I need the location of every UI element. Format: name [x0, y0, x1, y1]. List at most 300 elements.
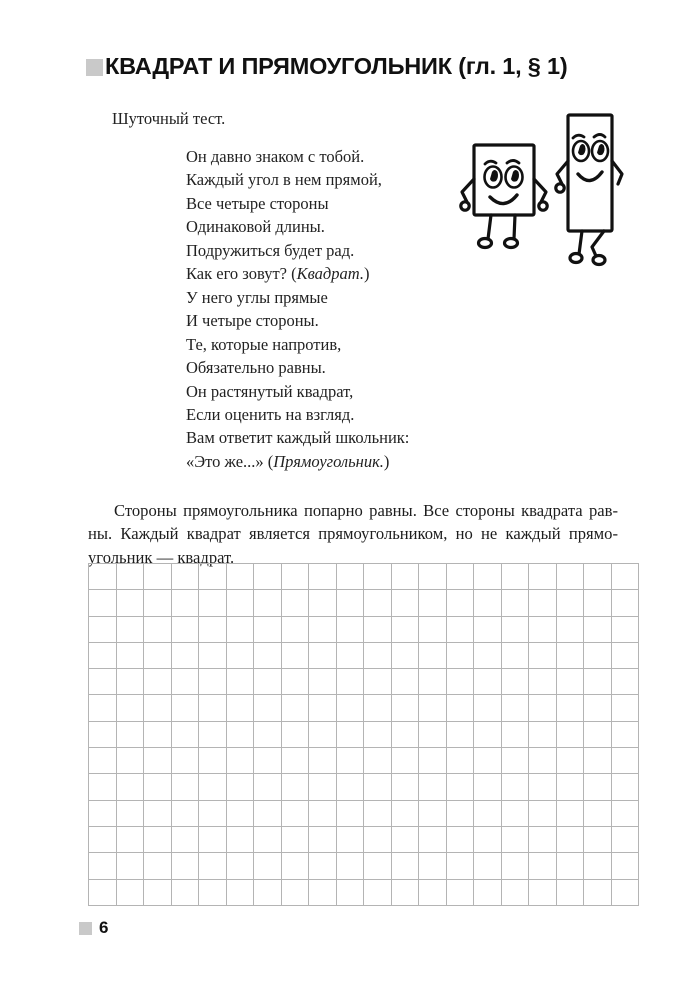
grid-cell[interactable] — [89, 616, 117, 642]
grid-cell[interactable] — [529, 616, 557, 642]
grid-cell[interactable] — [226, 721, 254, 747]
grid-row — [89, 748, 639, 774]
grid-cell[interactable] — [501, 853, 529, 879]
grid-cell[interactable] — [89, 564, 117, 590]
grid-cell[interactable] — [309, 616, 337, 642]
grid-cell[interactable] — [529, 800, 557, 826]
grid-cell[interactable] — [144, 774, 172, 800]
grid-cell[interactable] — [309, 879, 337, 905]
grid-cell[interactable] — [254, 879, 282, 905]
grid-cell[interactable] — [116, 564, 144, 590]
grid-cell[interactable] — [226, 695, 254, 721]
grid-cell[interactable] — [309, 590, 337, 616]
grid-cell[interactable] — [556, 748, 584, 774]
grid-cell[interactable] — [116, 616, 144, 642]
grid-cell[interactable] — [391, 695, 419, 721]
grid-cell[interactable] — [254, 616, 282, 642]
grid-cell[interactable] — [391, 721, 419, 747]
square-bullet-icon — [79, 922, 92, 935]
grid-cell[interactable] — [199, 590, 227, 616]
grid-cell[interactable] — [446, 748, 474, 774]
grid-cell[interactable] — [309, 564, 337, 590]
grid-cell[interactable] — [611, 564, 639, 590]
grid-cell[interactable] — [474, 774, 502, 800]
poem-line-riddle-answer — [186, 262, 382, 285]
grid-cell[interactable] — [419, 826, 447, 852]
grid-cell[interactable] — [281, 616, 309, 642]
grid-cell[interactable] — [116, 800, 144, 826]
grid-cell[interactable] — [364, 590, 392, 616]
grid-cell[interactable] — [474, 695, 502, 721]
grid-cell[interactable] — [556, 774, 584, 800]
grid-cell[interactable] — [171, 748, 199, 774]
grid-cell[interactable] — [474, 826, 502, 852]
grid-cell[interactable] — [116, 879, 144, 905]
grid-body — [89, 564, 639, 906]
grid-cell[interactable] — [281, 800, 309, 826]
grid-cell[interactable] — [336, 853, 364, 879]
grid-cell[interactable] — [419, 774, 447, 800]
grid-cell[interactable] — [171, 669, 199, 695]
grid-cell[interactable] — [199, 616, 227, 642]
grid-cell[interactable] — [116, 853, 144, 879]
grid-cell[interactable] — [529, 853, 557, 879]
grid-cell[interactable] — [336, 879, 364, 905]
grid-cell[interactable] — [529, 721, 557, 747]
grid-cell[interactable] — [584, 669, 612, 695]
grid-cell[interactable] — [556, 800, 584, 826]
poem-line: Одинаковой длины. — [186, 217, 325, 237]
exercise-grid — [88, 563, 639, 906]
grid-cell[interactable] — [364, 721, 392, 747]
grid-cell[interactable] — [419, 748, 447, 774]
grid-cell[interactable] — [199, 721, 227, 747]
grid-cell[interactable] — [364, 800, 392, 826]
grid-cell[interactable] — [364, 748, 392, 774]
grid-cell[interactable] — [529, 879, 557, 905]
grid-row — [89, 879, 639, 905]
grid-cell[interactable] — [529, 642, 557, 668]
grid-cell[interactable] — [171, 774, 199, 800]
grid-cell[interactable] — [309, 853, 337, 879]
grid-row — [89, 616, 639, 642]
poem-line: Обязательно равны. — [186, 358, 326, 378]
grid-cell[interactable] — [199, 774, 227, 800]
grid-cell[interactable] — [364, 695, 392, 721]
grid-cell[interactable] — [144, 642, 172, 668]
grid-cell[interactable] — [89, 826, 117, 852]
grid-cell[interactable] — [254, 853, 282, 879]
grid-cell[interactable] — [446, 642, 474, 668]
grid-cell[interactable] — [226, 879, 254, 905]
grid-cell[interactable] — [584, 879, 612, 905]
grid-cell[interactable] — [226, 590, 254, 616]
grid-cell[interactable] — [89, 853, 117, 879]
grid-cell[interactable] — [611, 826, 639, 852]
grid-cell[interactable] — [336, 669, 364, 695]
cartoon-figures — [452, 104, 624, 276]
grid-cell[interactable] — [309, 669, 337, 695]
grid-cell[interactable] — [89, 774, 117, 800]
grid-cell[interactable] — [446, 669, 474, 695]
grid-cell[interactable] — [199, 826, 227, 852]
grid-cell[interactable] — [116, 721, 144, 747]
grid-cell[interactable] — [254, 695, 282, 721]
grid-cell[interactable] — [501, 590, 529, 616]
poem-line: У него углы прямые — [186, 288, 328, 307]
grid-cell[interactable] — [364, 564, 392, 590]
grid-cell[interactable] — [611, 695, 639, 721]
grid-cell[interactable] — [419, 879, 447, 905]
grid-cell[interactable] — [89, 721, 117, 747]
grid-cell[interactable] — [446, 590, 474, 616]
grid-cell[interactable] — [199, 800, 227, 826]
grid-cell[interactable] — [419, 642, 447, 668]
grid-cell[interactable] — [584, 642, 612, 668]
grid-cell[interactable] — [226, 642, 254, 668]
grid-cell[interactable] — [474, 800, 502, 826]
grid-cell[interactable] — [529, 748, 557, 774]
grid-cell[interactable] — [281, 669, 309, 695]
grid-cell[interactable] — [171, 721, 199, 747]
page-footer — [79, 918, 108, 938]
grid-cell[interactable] — [336, 721, 364, 747]
poem-line-riddle-answer — [186, 450, 409, 473]
grid-cell[interactable] — [144, 616, 172, 642]
page-number: 6 — [99, 918, 109, 937]
grid-cell[interactable] — [501, 564, 529, 590]
grid-cell[interactable] — [391, 853, 419, 879]
grid-cell[interactable] — [116, 642, 144, 668]
grid-cell[interactable] — [144, 853, 172, 879]
grid-cell[interactable] — [226, 748, 254, 774]
grid-cell[interactable] — [281, 590, 309, 616]
grid-cell[interactable] — [116, 590, 144, 616]
grid-cell[interactable] — [116, 774, 144, 800]
grid-cell[interactable] — [254, 564, 282, 590]
grid-cell[interactable] — [501, 826, 529, 852]
grid-cell[interactable] — [501, 879, 529, 905]
grid-cell[interactable] — [584, 774, 612, 800]
grid-cell[interactable] — [419, 616, 447, 642]
grid-cell[interactable] — [254, 590, 282, 616]
grid-cell[interactable] — [419, 564, 447, 590]
grid-cell[interactable] — [391, 564, 419, 590]
grid-cell[interactable] — [529, 695, 557, 721]
poem-line: Каждый угол в нем прямой, — [186, 170, 382, 190]
grid-cell[interactable] — [336, 695, 364, 721]
grid-row — [89, 774, 639, 800]
grid-cell[interactable] — [171, 879, 199, 905]
grid-cell[interactable] — [474, 669, 502, 695]
grid-cell[interactable] — [336, 826, 364, 852]
grid-cell[interactable] — [611, 748, 639, 774]
grid-cell[interactable] — [226, 853, 254, 879]
grid-cell[interactable] — [391, 826, 419, 852]
grid-cell[interactable] — [474, 642, 502, 668]
riddle-question: «Это же...» ( — [186, 451, 274, 471]
grid-cell[interactable] — [171, 590, 199, 616]
grid-cell[interactable] — [336, 642, 364, 668]
grid-cell[interactable] — [254, 774, 282, 800]
poem-line: Если оценить на взгляд. — [186, 405, 355, 425]
grid-cell[interactable] — [391, 590, 419, 616]
grid-cell[interactable] — [364, 616, 392, 642]
grid-cell[interactable] — [584, 616, 612, 642]
grid-cell[interactable] — [144, 695, 172, 721]
riddle-answer: Прямоугольник. — [273, 451, 384, 471]
grid-cell[interactable] — [501, 748, 529, 774]
poem-line: Те, которые напротив, — [186, 334, 342, 354]
grid-cell[interactable] — [89, 748, 117, 774]
grid-cell[interactable] — [89, 590, 117, 616]
grid-cell[interactable] — [281, 695, 309, 721]
grid-cell[interactable] — [116, 695, 144, 721]
grid-cell[interactable] — [474, 853, 502, 879]
grid-cell[interactable] — [144, 879, 172, 905]
grid-cell[interactable] — [529, 590, 557, 616]
grid-cell[interactable] — [199, 879, 227, 905]
grid-cell[interactable] — [474, 616, 502, 642]
grid-cell[interactable] — [254, 800, 282, 826]
grid-cell[interactable] — [281, 564, 309, 590]
grid-row — [89, 669, 639, 695]
grid-cell[interactable] — [501, 642, 529, 668]
grid-cell[interactable] — [281, 748, 309, 774]
grid-cell[interactable] — [501, 695, 529, 721]
grid-cell[interactable] — [336, 564, 364, 590]
grid-cell[interactable] — [391, 669, 419, 695]
grid-cell[interactable] — [89, 669, 117, 695]
grid-cell[interactable] — [89, 642, 117, 668]
grid-cell[interactable] — [556, 853, 584, 879]
grid-cell[interactable] — [556, 616, 584, 642]
grid-cell[interactable] — [584, 748, 612, 774]
grid-cell[interactable] — [144, 564, 172, 590]
grid-cell[interactable] — [529, 774, 557, 800]
grid-cell[interactable] — [116, 669, 144, 695]
grid-cell[interactable] — [309, 748, 337, 774]
grid-cell[interactable] — [446, 721, 474, 747]
grid-cell[interactable] — [556, 669, 584, 695]
grid-cell[interactable] — [501, 669, 529, 695]
grid-cell[interactable] — [501, 616, 529, 642]
grid-cell[interactable] — [281, 721, 309, 747]
grid-table — [88, 563, 639, 906]
grid-cell[interactable] — [254, 721, 282, 747]
grid-cell[interactable] — [611, 879, 639, 905]
grid-cell[interactable] — [474, 879, 502, 905]
grid-cell[interactable] — [474, 590, 502, 616]
grid-cell[interactable] — [529, 826, 557, 852]
grid-cell[interactable] — [144, 748, 172, 774]
grid-cell[interactable] — [611, 853, 639, 879]
grid-cell[interactable] — [199, 564, 227, 590]
grid-cell[interactable] — [364, 669, 392, 695]
grid-cell[interactable] — [611, 642, 639, 668]
square-bullet-icon — [86, 59, 103, 76]
grid-cell[interactable] — [584, 721, 612, 747]
grid-cell[interactable] — [611, 774, 639, 800]
page-title-label: КВАДРАТ И ПРЯМОУГОЛЬНИК (гл. 1, § 1) — [105, 53, 568, 79]
grid-row — [89, 853, 639, 879]
grid-cell[interactable] — [254, 748, 282, 774]
grid-cell[interactable] — [171, 826, 199, 852]
grid-cell[interactable] — [281, 826, 309, 852]
grid-cell[interactable] — [89, 800, 117, 826]
grid-cell[interactable] — [226, 564, 254, 590]
grid-cell[interactable] — [336, 590, 364, 616]
grid-cell[interactable] — [364, 826, 392, 852]
grid-cell[interactable] — [501, 721, 529, 747]
grid-cell[interactable] — [199, 853, 227, 879]
grid-cell[interactable] — [364, 853, 392, 879]
grid-cell[interactable] — [254, 826, 282, 852]
grid-cell[interactable] — [419, 590, 447, 616]
grid-cell[interactable] — [171, 616, 199, 642]
poem-line: И четыре стороны. — [186, 311, 319, 331]
square-cartoon-character — [461, 145, 547, 248]
grid-row — [89, 695, 639, 721]
riddle-close-paren: ) — [383, 451, 390, 471]
grid-cell[interactable] — [446, 879, 474, 905]
grid-cell[interactable] — [226, 616, 254, 642]
grid-cell[interactable] — [89, 695, 117, 721]
grid-cell[interactable] — [144, 800, 172, 826]
poem-stanza-2 — [186, 286, 409, 473]
poem-line: Он растянутый квадрат, — [186, 381, 354, 401]
grid-cell[interactable] — [501, 774, 529, 800]
poem-line: Вам ответит каждый школьник: — [186, 428, 410, 448]
grid-cell[interactable] — [584, 564, 612, 590]
grid-cell[interactable] — [336, 616, 364, 642]
grid-cell[interactable] — [171, 695, 199, 721]
grid-cell[interactable] — [364, 879, 392, 905]
grid-cell[interactable] — [584, 826, 612, 852]
grid-cell[interactable] — [556, 590, 584, 616]
grid-cell[interactable] — [281, 853, 309, 879]
grid-cell[interactable] — [309, 721, 337, 747]
grid-cell[interactable] — [309, 800, 337, 826]
grid-cell[interactable] — [556, 879, 584, 905]
riddle-question: Как его зовут? ( — [186, 264, 297, 284]
grid-cell[interactable] — [199, 642, 227, 668]
grid-cell[interactable] — [474, 564, 502, 590]
grid-cell[interactable] — [171, 800, 199, 826]
grid-cell[interactable] — [446, 826, 474, 852]
grid-cell[interactable] — [309, 695, 337, 721]
grid-cell[interactable] — [144, 590, 172, 616]
grid-cell[interactable] — [556, 826, 584, 852]
grid-cell[interactable] — [336, 774, 364, 800]
grid-cell[interactable] — [584, 695, 612, 721]
grid-cell[interactable] — [171, 853, 199, 879]
grid-cell[interactable] — [556, 642, 584, 668]
grid-cell[interactable] — [419, 853, 447, 879]
grid-cell[interactable] — [199, 695, 227, 721]
grid-cell[interactable] — [446, 616, 474, 642]
grid-cell[interactable] — [474, 748, 502, 774]
grid-cell[interactable] — [529, 669, 557, 695]
grid-cell[interactable] — [419, 800, 447, 826]
grid-cell[interactable] — [584, 800, 612, 826]
riddle-answer: Квадрат. — [296, 264, 364, 284]
grid-cell[interactable] — [556, 695, 584, 721]
grid-row — [89, 826, 639, 852]
grid-cell[interactable] — [391, 616, 419, 642]
grid-cell[interactable] — [419, 721, 447, 747]
grid-cell[interactable] — [611, 590, 639, 616]
grid-cell[interactable] — [364, 642, 392, 668]
grid-cell[interactable] — [474, 721, 502, 747]
grid-cell[interactable] — [611, 616, 639, 642]
body-paragraph: Стороны прямоугольника попарно равны. Все стороны квадрата равны. Каждый квадрат является прямоугольником, но не каждый прямоугольник — квадрат. — [88, 500, 618, 567]
grid-cell[interactable] — [391, 879, 419, 905]
grid-cell[interactable] — [226, 774, 254, 800]
grid-cell[interactable] — [199, 748, 227, 774]
grid-cell[interactable] — [556, 721, 584, 747]
grid-cell[interactable] — [116, 748, 144, 774]
grid-cell[interactable] — [226, 826, 254, 852]
grid-cell[interactable] — [391, 642, 419, 668]
grid-cell[interactable] — [446, 774, 474, 800]
grid-cell[interactable] — [529, 564, 557, 590]
grid-cell[interactable] — [226, 800, 254, 826]
grid-cell[interactable] — [446, 853, 474, 879]
grid-cell[interactable] — [584, 590, 612, 616]
grid-cell[interactable] — [336, 800, 364, 826]
grid-cell[interactable] — [171, 642, 199, 668]
grid-cell[interactable] — [309, 774, 337, 800]
grid-cell[interactable] — [391, 748, 419, 774]
grid-cell[interactable] — [611, 800, 639, 826]
grid-cell[interactable] — [144, 721, 172, 747]
grid-cell[interactable] — [336, 748, 364, 774]
grid-cell[interactable] — [116, 826, 144, 852]
grid-cell[interactable] — [391, 800, 419, 826]
grid-cell[interactable] — [556, 564, 584, 590]
grid-cell[interactable] — [364, 774, 392, 800]
grid-cell[interactable] — [391, 774, 419, 800]
grid-cell[interactable] — [254, 642, 282, 668]
grid-cell[interactable] — [446, 695, 474, 721]
poem-line: Он давно знаком с тобой. — [186, 147, 365, 166]
poem-line: Подружиться будет рад. — [186, 240, 355, 260]
grid-cell[interactable] — [611, 721, 639, 747]
grid-cell[interactable] — [89, 879, 117, 905]
grid-cell[interactable] — [281, 774, 309, 800]
grid-cell[interactable] — [309, 826, 337, 852]
grid-cell[interactable] — [309, 642, 337, 668]
grid-cell[interactable] — [226, 669, 254, 695]
page-title — [86, 53, 567, 80]
grid-cell[interactable] — [419, 695, 447, 721]
grid-row — [89, 564, 639, 590]
grid-cell[interactable] — [171, 564, 199, 590]
grid-cell[interactable] — [144, 669, 172, 695]
grid-cell[interactable] — [446, 564, 474, 590]
grid-cell[interactable] — [501, 800, 529, 826]
grid-cell[interactable] — [281, 879, 309, 905]
grid-cell[interactable] — [611, 669, 639, 695]
grid-cell[interactable] — [446, 800, 474, 826]
grid-cell[interactable] — [419, 669, 447, 695]
grid-cell[interactable] — [584, 853, 612, 879]
grid-cell[interactable] — [199, 669, 227, 695]
grid-cell[interactable] — [281, 642, 309, 668]
grid-cell[interactable] — [144, 826, 172, 852]
grid-cell[interactable] — [254, 669, 282, 695]
